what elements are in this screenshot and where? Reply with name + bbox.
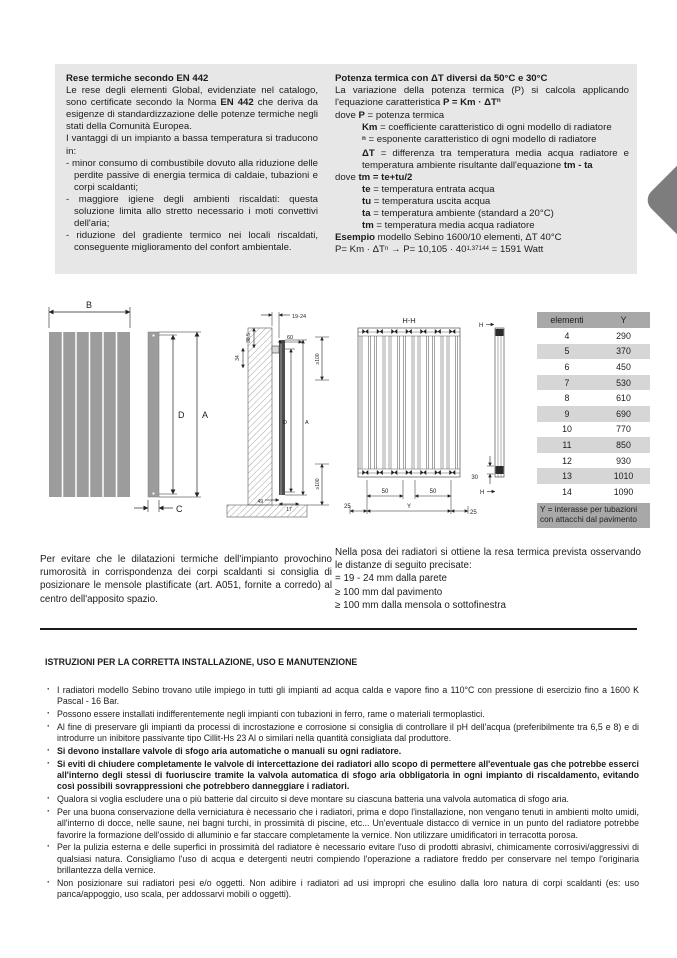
elements-interaxis-table bbox=[537, 312, 650, 528]
thermal-info-panel bbox=[55, 64, 637, 274]
dim-label-b: B bbox=[85, 300, 93, 310]
dim-label-a: A bbox=[202, 410, 209, 420]
dim-label-30: 30 bbox=[471, 475, 478, 481]
section-title-rese-termiche: Rese termiche secondo EN 442 bbox=[66, 73, 209, 84]
table-row bbox=[537, 484, 650, 500]
cell-y: 770 bbox=[616, 424, 631, 435]
table-row bbox=[537, 344, 650, 360]
instruction-item: · Si devono installare valvole di sfogo aria automatiche o manuali su ogni radiatore. bbox=[45, 746, 639, 757]
cell-y: 370 bbox=[616, 346, 631, 357]
cell-y: 1090 bbox=[613, 486, 634, 497]
dim-label-50b: 50 bbox=[429, 489, 437, 495]
radiator-wall-section-diagram bbox=[215, 296, 345, 541]
cell-elementi: 11 bbox=[562, 439, 572, 450]
instructions-heading: ISTRUZIONI PER LA CORRETTA INSTALLAZIONE, USO E MANUTENZIONE bbox=[45, 657, 358, 667]
table-row bbox=[537, 390, 650, 406]
instruction-item: · Non posizionare sui radiatori pesi e/o oggetti. Non adibire i radiatori ad usi impropri che esulino dalla loro natura di corpi scaldanti (es: uso panca/appoggio, uso scala, per addossarvi mobili o oggetti). bbox=[45, 878, 639, 901]
formula-line: te = temperatura entrata acqua bbox=[362, 183, 495, 195]
table-row bbox=[537, 328, 650, 344]
section-title-potenza-termica: Potenza termica con ΔT diversi da 50°C e 30°C bbox=[335, 73, 548, 84]
formula-lines bbox=[335, 85, 629, 257]
advantage-item: - maggiore igiene degli ambienti riscaldati: questa soluzione limita allo stretto necessario i moti convettivi dell'aria; bbox=[66, 193, 318, 230]
instruction-item: · Qualora si voglia escludere una o più batterie dal circuito si deve montare su ciascuna batteria una valvola automatica di sfogo aria. bbox=[45, 794, 639, 805]
formula-line: dove P = potenza termica bbox=[335, 110, 445, 122]
section-divider bbox=[40, 628, 637, 630]
formula-line: $P= Km \cdot \Delta T^n \to P= 10,105 \cdot 40^{1,37144} = 1591$ Watt bbox=[335, 244, 544, 256]
formula-line: tu = temperatura uscita acqua bbox=[362, 195, 491, 207]
instruction-item: · I radiatori modello Sebino trovano utile impiego in tutti gli impianti ad acqua calda e vapore fino a 110°C con pressione di esercizio fino a 1600 K Pascal - 16 Bar. bbox=[45, 685, 639, 708]
radiator-hh-section-diagram bbox=[343, 296, 521, 524]
thermal-output-column bbox=[66, 73, 318, 254]
cell-elementi: 8 bbox=[564, 393, 570, 404]
cell-elementi: 4 bbox=[564, 330, 570, 341]
table-header-row bbox=[537, 312, 650, 328]
table-row bbox=[537, 359, 650, 375]
formula-line: dove tm = te+tu/2 bbox=[335, 171, 413, 183]
cell-y: 290 bbox=[616, 330, 631, 341]
dim-label-17: 17 bbox=[286, 507, 292, 513]
mounting-brackets-text: Per evitare che le dilatazioni termiche dell'impianto provochino rumorosità in corrispondenza dei corpi scaldanti si consiglia di posizionare le mensole plastificate (art. A051, fornite a corredo) al centro dell'apposito spazio. bbox=[40, 554, 332, 605]
dim-label-ge100-top: ≥100 bbox=[315, 353, 321, 365]
formula-line: Km = coefficiente caratteristico di ogni modello di radiatore bbox=[362, 122, 612, 134]
instruction-item: · Per la pulizia esterna e delle superfici in prossimità del radiatore è necessario evitare l'uso di prodotti abrasivi, chimicamente corrosivi/aggressivi di qualsiasi natura. Consigliamo l'uso di acqua e detergenti neutri compiendo l'operazione a radiatore freddo per conservare nel tempo l'originaria brillantezza della vernice. bbox=[45, 842, 639, 876]
table-row bbox=[537, 468, 650, 484]
instruction-item: · Al fine di preservare gli impianti da processi di incrostazione e corrosione si consiglia di controllare il pH dell'acqua (preferibilmente tra 6,5 e 8) e di introdurre un inibitore passivante tipo Cillit-Hs 23 Al o similari nella quantità consigliata dal produttore. bbox=[45, 722, 639, 745]
vantaggi-paragraph: I vantaggi di un impianto a bassa temperatura si traducono in: bbox=[66, 133, 318, 157]
cell-y: 930 bbox=[616, 455, 631, 466]
cell-elementi: 13 bbox=[562, 471, 572, 482]
table-row bbox=[537, 375, 650, 391]
dim-label-25l: 25 bbox=[344, 504, 351, 510]
power-formula-column bbox=[335, 73, 629, 257]
cell-elementi: 7 bbox=[564, 377, 570, 388]
instruction-item: · Per una buona conservazione della verniciatura è necessario che i radiatori, prima e dopo l'installazione, non vengano tenuti in ambienti molto umidi, all'interno di docce, nelle saune, nei bagni turchi, in prossimità di piscine, etc... Un'eventuale distacco di vernice in un punto del radiatore potrebbe favorire la formazione dell'ossido di alluminio e far staccare completamente la vernice. Non utilizzare umidificatori in terracotta porosa. bbox=[45, 807, 639, 841]
instruction-item: · Possono essere installati indifferentemente negli impianti con tubazioni in ferro, rame o materiali termoplastici. bbox=[45, 709, 639, 720]
dim-label-25r: 25 bbox=[470, 510, 477, 516]
formula-line: La variazione della potenza termica (P) si calcola applicando l'equazione caratteristica $P = Km \cdot \Delta T^n$ bbox=[335, 85, 629, 109]
dim-label-h-bot: H bbox=[480, 490, 485, 496]
dim-label-60: 60 bbox=[286, 335, 294, 341]
col-header-y: Y bbox=[597, 312, 650, 328]
distances-intro: Nella posa dei radiatori si ottiene la resa termica prevista osservando le distanze di seguito precisate: bbox=[335, 547, 641, 572]
vantaggi-list bbox=[66, 158, 318, 255]
installation-distances-note bbox=[335, 546, 641, 612]
rese-paragraph: Le rese degli elementi Global, evidenziate nel catalogo, sono certificate secondo la Norma EN 442 che deriva da esigenze di standardizzazione delle potenze termiche negli stati della Comunità Europea. bbox=[66, 85, 319, 133]
table-footnote: Y = interasse per tubazioni con attacchi dal pavimento bbox=[537, 503, 650, 528]
dim-label-d: D bbox=[178, 410, 185, 420]
dim-label-h-top: H bbox=[479, 323, 484, 329]
dim-label-50a: 50 bbox=[381, 489, 389, 495]
cell-y: 1010 bbox=[613, 471, 634, 482]
instructions-list bbox=[45, 685, 639, 902]
table-row bbox=[537, 406, 650, 422]
dim-label-49: 49 bbox=[257, 499, 263, 505]
table-row bbox=[537, 422, 650, 438]
cell-y: 610 bbox=[616, 393, 631, 404]
dim-label-385: 38,5 bbox=[246, 333, 252, 343]
formula-line: tm = temperatura media acqua radiatore bbox=[362, 220, 535, 232]
cell-y: 690 bbox=[616, 408, 631, 419]
cell-y: 850 bbox=[616, 439, 631, 450]
advantage-item: - riduzione del gradiente termico nei locali riscaldati, conseguente miglioramento del confort ambientale. bbox=[66, 230, 318, 254]
distance-line: = 19 - 24 mm dalla parete bbox=[335, 573, 447, 585]
col-header-elementi: elementi bbox=[537, 312, 597, 328]
cell-elementi: 12 bbox=[562, 455, 572, 466]
dim-label-d2: D bbox=[283, 420, 287, 426]
radiator-front-side-diagram bbox=[36, 298, 226, 533]
dim-label-a2: A bbox=[305, 420, 309, 426]
instruction-item: · Si eviti di chiudere completamente le valvole di intercettazione dei radiatori allo scopo di permettere all'eventuale gas che potrebbe esserci all'interno degli stessi di fuoriuscire tramite la valvola automatica di sfogo aria obbligatoria in ogni impianto di riscaldamento, evitando così possibili sovrappressioni che potrebbero danneggiare i radiatori. bbox=[45, 759, 639, 793]
distances-list bbox=[335, 572, 641, 612]
formula-line: ΔT = differenza tra temperatura media acqua radiatore e temperatura ambiente risultante dall'equazione tm - ta bbox=[362, 147, 629, 171]
formula-line: ta = temperatura ambiente (standard a 20°C) bbox=[362, 208, 554, 220]
dim-label-34: 34 bbox=[235, 355, 241, 361]
distance-line: ≥ 100 mm dal pavimento bbox=[335, 586, 443, 598]
formula-line: $^n$ = esponente caratteristico di ogni modello di radiatore bbox=[362, 134, 597, 146]
cell-elementi: 5 bbox=[564, 346, 570, 357]
page-edge-tab-marker bbox=[643, 155, 677, 246]
table-row bbox=[537, 437, 650, 453]
cell-y: 530 bbox=[616, 377, 631, 388]
dim-label-19-24: 19-24 bbox=[292, 314, 307, 320]
cell-elementi: 14 bbox=[562, 486, 572, 497]
cell-elementi: 9 bbox=[564, 408, 570, 419]
cell-elementi: 6 bbox=[564, 361, 570, 372]
mounting-brackets-note bbox=[40, 553, 332, 606]
formula-line: Esempio modello Sebino 1600/10 elementi, ΔT 40°C bbox=[335, 232, 562, 244]
distance-line: ≥ 100 mm dalla mensola o sottofinestra bbox=[335, 599, 506, 611]
hh-view-title: H-H bbox=[402, 316, 416, 325]
table-row bbox=[537, 453, 650, 469]
cell-y: 450 bbox=[616, 361, 631, 372]
dim-label-y: Y bbox=[406, 504, 412, 510]
advantage-item: - minor consumo di combustibile dovuto alla riduzione delle perdite passive di energia termica di caldaie, tubazioni e corpi scaldanti; bbox=[66, 157, 318, 193]
dim-label-ge100-bot: ≥100 bbox=[315, 478, 321, 490]
dim-label-c: C bbox=[176, 504, 183, 514]
cell-elementi: 10 bbox=[562, 424, 572, 435]
